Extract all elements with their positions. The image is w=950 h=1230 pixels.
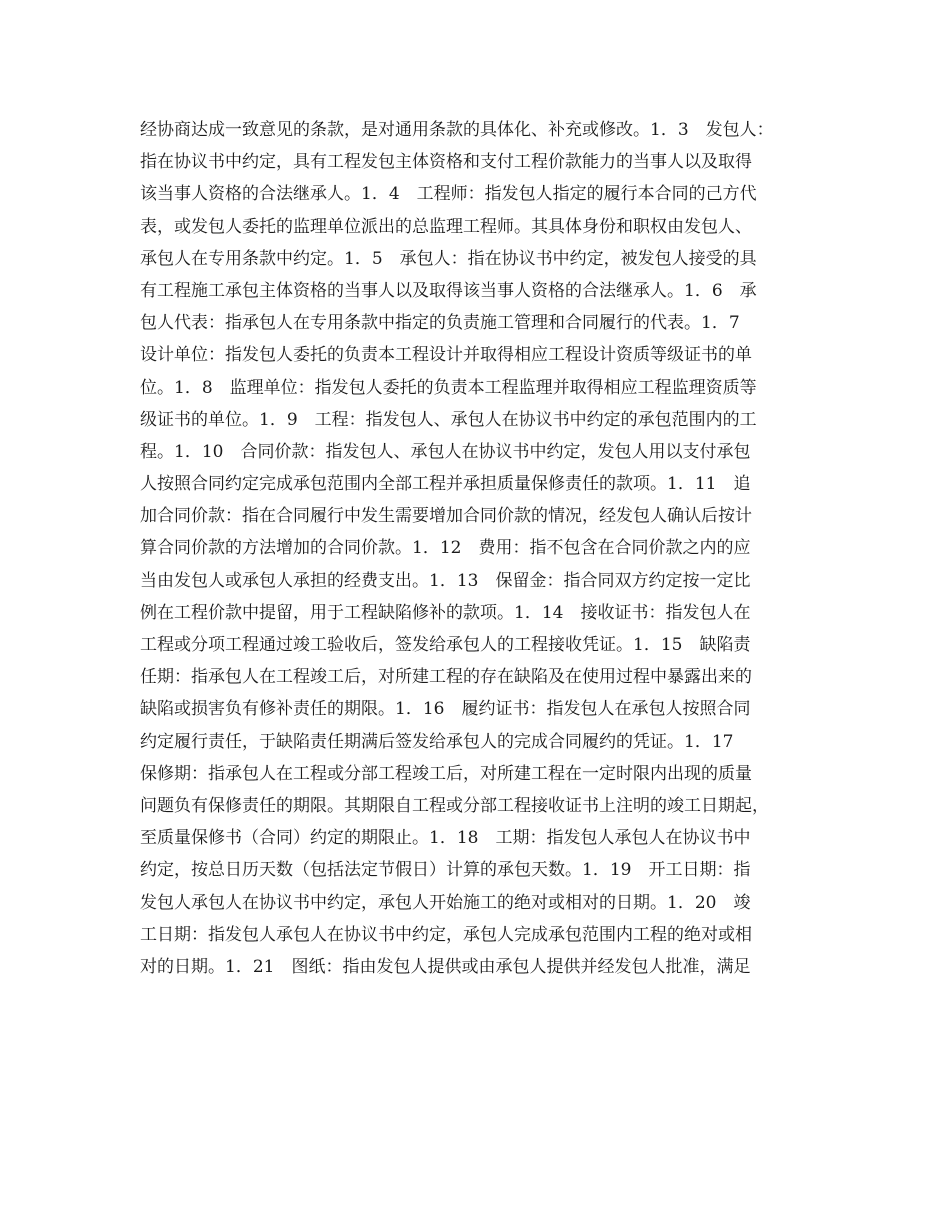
text-line: 加合同价款：指在合同履行中发生需要增加合同价款的情况，经发包人确认后按计: [140, 506, 752, 527]
text-line: 位。1．8 监理单位：指发包人委托的负责本工程监理并取得相应工程监理资质等: [140, 377, 757, 398]
text-line: 当由发包人或承包人承担的经费支出。1．13 保留金：指合同双方约定按一定比: [140, 570, 751, 591]
text-line: 任期：指承包人在工程竣工后，对所建工程的存在缺陷及在使用过程中暴露出来的: [140, 667, 752, 688]
text-line: 缺陷或损害负有修补责任的期限。1．16 履约证书：指发包人在承包人按照合同: [140, 699, 751, 720]
text-line: 对的日期。1．21 图纸：指由发包人提供或由承包人提供并经发包人批准，满足: [140, 956, 751, 977]
text-line: 设计单位：指发包人委托的负责本工程设计并取得相应工程设计资质等级证书的单: [140, 345, 752, 366]
text-line: 发包人承包人在协议书中约定，承包人开始施工的绝对或相对的日期。1．20 竣: [140, 892, 751, 913]
text-line: 至质量保修书（合同）约定的期限止。1．18 工期：指发包人承包人在协议书中: [140, 828, 751, 849]
text-line: 指在协议书中约定，具有工程发包主体资格和支付工程价款能力的当事人以及取得: [140, 152, 752, 173]
text-line: 问题负有保修责任的期限。其期限自工程或分部工程接收证书上注明的竣工日期起，: [140, 795, 769, 816]
text-line: 工日期：指发包人承包人在协议书中约定，承包人完成承包范围内工程的绝对或相: [140, 924, 752, 945]
text-line: 人按照合同约定完成承包范围内全部工程并承担质量保修责任的款项。1．11 追: [140, 474, 751, 495]
text-line: 算合同价款的方法增加的合同价款。1．12 费用：指不包含在合同价款之内的应: [140, 538, 751, 559]
text-line: 工程或分项工程通过竣工验收后，签发给承包人的工程接收凭证。1．15 缺陷责: [140, 635, 751, 655]
text-line: 经协商达成一致意见的条款，是对通用条款的具体化、补充或修改。1．3 发包人：: [140, 120, 774, 140]
text-line: 约定履行责任，于缺陷责任期满后签发给承包人的完成合同履约的凭证。1．17: [140, 731, 751, 752]
text-line: 该当事人资格的合法继承人。1．4 工程师：指发包人指定的履行本合同的己方代: [140, 184, 757, 205]
body-text: [140, 114, 830, 983]
text-line: 约定，按总日历天数（包括法定节假日）计算的承包天数。1．19 开工日期：指: [140, 860, 751, 881]
text-line: 包人代表：指承包人在专用条款中指定的负责施工管理和合同履行的代表。1．7: [140, 313, 757, 334]
text-line: 例在工程价款中提留，用于工程缺陷修补的款项。1．14 接收证书：指发包人在: [140, 602, 751, 623]
text-line: 有工程施工承包主体资格的当事人以及取得该当事人资格的合法继承人。1．6 承: [140, 280, 757, 301]
text-line: 表，或发包人委托的监理单位派出的总监理工程师。其具体身份和职权由发包人、: [140, 216, 752, 237]
text-line: 程。1．10 合同价款：指发包人、承包人在协议书中约定，发包人用以支付承包: [140, 441, 751, 462]
text-line: 保修期：指承包人在工程或分部工程竣工后，对所建工程在一定时限内出现的质量: [140, 763, 752, 784]
text-line: 级证书的单位。1．9 工程：指发包人、承包人在协议书中约定的承包范围内的工: [140, 409, 757, 430]
text-line: 承包人在专用条款中约定。1．5 承包人：指在协议书中约定，被发包人接受的具: [140, 248, 757, 269]
